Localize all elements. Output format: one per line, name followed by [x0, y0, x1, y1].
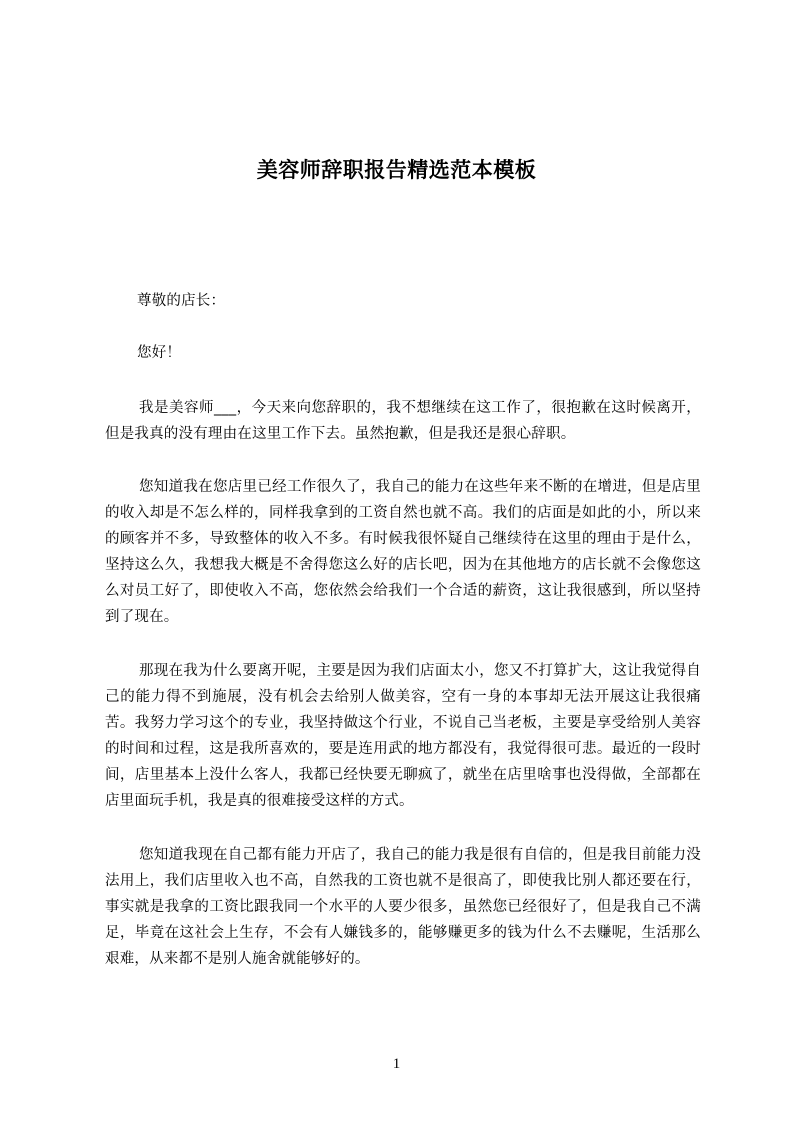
- body-paragraph-1: 我是美容师___，今天来向您辞职的，我不想继续在这工作了，很抱歉在这时候离开，但是我真的没有理由在这里工作下去。虽然抱歉，但是我还是狠心辞职。: [105, 400, 701, 442]
- body-paragraph-4: 您知道我现在自己都有能力开店了，我自己的能力我是很有自信的，但是我目前能力没法用上，我们店里收入也不高，自然我的工资也就不是很高了，即使我比别人都还要在行，事实就是我拿的工资比跟我同一个水平的人要少很多，虽然您已经很好了，但是我自己不满足，毕竟在这社会上生存，不会有人嫌钱多的，能够赚更多的钱为什么不去赚呢，生活那么艰难，从来都不是别人施舍就能够好的。: [105, 847, 701, 967]
- body-paragraph-2: 您知道我在您店里已经工作很久了，我自己的能力在这些年来不断的在增进，但是店里的收入却是不怎么样的，同样我拿到的工资自然也就不高。我们的店面是如此的小，所以来的顾客并不多，导致整体的收入不多。有时候我很怀疑自己继续待在这里的理由于是什么，坚持这么久，我想我大概是不舍得您这么好的店长吧，因为在其他地方的店长就不会像您这么对员工好了，即使收入不高，您依然会给我们一个合适的薪资，这让我很感到，所以坚持到了现在。: [105, 479, 701, 625]
- body-paragraph-3: 那现在我为什么要离开呢，主要是因为我们店面太小，您又不打算扩大，这让我觉得自己的能力得不到施展，没有机会去给别人做美容，空有一身的本事却无法开展这让我很痛苦。我努力学习这个的专业，我坚持做这个行业，不说自己当老板，主要是享受给别人美容的时间和过程，这是我所喜欢的，要是连用武的地方都没有，我觉得很可悲。最近的一段时间，店里基本上没什么客人，我都已经快要无聊疯了，就坐在店里啥事也没得做，全部都在店里面玩手机，我是真的很难接受这样的方式。: [105, 663, 701, 809]
- salutation: 尊敬的店长：: [137, 293, 226, 309]
- greeting: 您好！: [137, 345, 182, 361]
- page-number: 1: [392, 1056, 401, 1072]
- page-title: 美容师辞职报告精选范本模板: [256, 158, 537, 183]
